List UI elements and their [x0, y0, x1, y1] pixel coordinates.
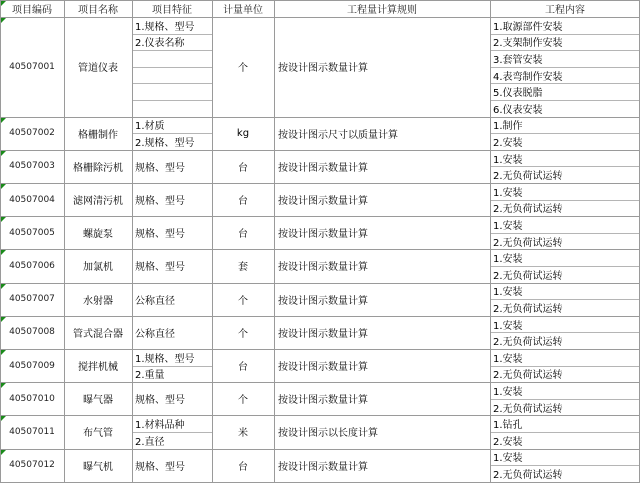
- feature-divider: [132, 432, 212, 433]
- row-content-item[interactable]: 2.无负荷试运转: [493, 171, 563, 183]
- row-content-item[interactable]: 1.安装: [493, 353, 523, 365]
- row-unit[interactable]: 台: [238, 229, 248, 241]
- row-name[interactable]: 管道仪表: [78, 63, 118, 75]
- row-rule[interactable]: 按设计图示尺寸以质量计算: [278, 129, 398, 141]
- row-feature[interactable]: 规格、型号: [135, 229, 185, 241]
- row-code[interactable]: 40507006: [9, 260, 55, 271]
- row-rule[interactable]: 按设计图示数量计算: [278, 395, 368, 407]
- error-indicator-icon: [1, 217, 6, 222]
- row-content-item[interactable]: 2.无负荷试运转: [493, 270, 563, 282]
- column-divider: [274, 0, 275, 483]
- row-content-item[interactable]: 2.支架制作安装: [493, 38, 563, 50]
- row-content-item[interactable]: 1.安装: [493, 154, 523, 166]
- row-content-item[interactable]: 2.无负荷试运转: [493, 370, 563, 382]
- row-rule[interactable]: 按设计图示以长度计算: [278, 428, 378, 440]
- row-name[interactable]: 曝气机: [83, 461, 113, 473]
- feature-divider: [132, 133, 212, 134]
- row-unit[interactable]: 个: [238, 328, 248, 340]
- row-feature-item[interactable]: [134, 67, 212, 84]
- row-unit[interactable]: 台: [238, 162, 248, 174]
- column-divider: [212, 0, 213, 483]
- row-unit[interactable]: 米: [238, 428, 248, 440]
- row-content-item[interactable]: 2.无负荷试运转: [493, 469, 563, 481]
- row-name[interactable]: 水射器: [83, 295, 113, 307]
- row-feature[interactable]: 规格、型号: [135, 395, 185, 407]
- content-divider: [490, 100, 640, 101]
- row-feature-item[interactable]: [134, 50, 212, 67]
- row-name[interactable]: 曝气器: [83, 395, 113, 407]
- row-feature[interactable]: 公称直径: [135, 295, 175, 307]
- row-feature-item[interactable]: 2.仪表名称: [135, 38, 185, 50]
- content-divider: [490, 266, 640, 267]
- header-rule[interactable]: 工程量计算规则: [274, 0, 490, 17]
- header-divider: [0, 17, 640, 18]
- row-rule[interactable]: 按设计图示数量计算: [278, 295, 368, 307]
- row-content-item[interactable]: 2.无负荷试运转: [493, 237, 563, 249]
- column-divider: [490, 0, 491, 483]
- row-content-item[interactable]: 1.安装: [493, 220, 523, 232]
- content-divider: [490, 67, 640, 68]
- row-code[interactable]: 40507001: [9, 61, 55, 72]
- row-code[interactable]: 40507010: [9, 393, 55, 404]
- row-code[interactable]: 40507007: [9, 294, 55, 305]
- row-unit[interactable]: 个: [238, 63, 248, 75]
- row-name[interactable]: 搅拌机械: [78, 362, 118, 374]
- row-content-item[interactable]: 2.无负荷试运转: [493, 337, 563, 349]
- row-content-item[interactable]: 1.安装: [493, 187, 523, 199]
- row-content-item[interactable]: 1.安装: [493, 254, 523, 266]
- header-unit[interactable]: 计量单位: [212, 0, 274, 17]
- row-unit[interactable]: 个: [238, 295, 248, 307]
- row-content-item[interactable]: 1.制作: [493, 121, 523, 133]
- header-code[interactable]: 项目编码: [0, 0, 64, 17]
- row-feature-item[interactable]: 1.材质: [135, 121, 165, 133]
- header-feature[interactable]: 项目特征: [132, 0, 212, 17]
- feature-divider: [132, 34, 212, 35]
- error-indicator-icon: [1, 450, 6, 455]
- row-name[interactable]: 格栅除污机: [73, 162, 123, 174]
- row-content-item[interactable]: 1.取源部件安装: [493, 21, 563, 33]
- error-indicator-icon: [1, 151, 6, 156]
- error-indicator-icon: [1, 383, 6, 388]
- row-feature[interactable]: 规格、型号: [135, 196, 185, 208]
- error-indicator-icon: [1, 284, 6, 289]
- row-code[interactable]: 40507005: [9, 227, 55, 238]
- row-unit[interactable]: 套: [238, 262, 248, 274]
- row-code[interactable]: 40507011: [9, 426, 55, 437]
- row-feature-item[interactable]: 2.重量: [135, 370, 165, 382]
- row-code[interactable]: 40507004: [9, 194, 55, 205]
- row-feature-item[interactable]: 2.规格、型号: [135, 137, 195, 149]
- feature-divider: [132, 67, 212, 68]
- column-divider: [0, 0, 1, 483]
- row-unit[interactable]: kg: [236, 127, 250, 139]
- error-indicator-icon: [1, 416, 6, 421]
- error-indicator-icon: [1, 118, 6, 123]
- header-content[interactable]: 工程内容: [490, 0, 640, 17]
- row-rule[interactable]: 按设计图示数量计算: [278, 63, 368, 75]
- feature-divider: [132, 83, 212, 84]
- row-feature-item[interactable]: 1.规格、型号: [135, 353, 195, 365]
- row-feature-item[interactable]: [134, 83, 212, 100]
- header-name[interactable]: 项目名称: [64, 0, 132, 17]
- error-indicator-icon: [1, 317, 6, 322]
- top-border: [0, 0, 640, 1]
- row-feature-item[interactable]: 2.直径: [135, 436, 165, 448]
- row-feature-item[interactable]: 1.材料品种: [135, 420, 185, 432]
- row-content-item[interactable]: 2.安装: [493, 137, 523, 149]
- row-code[interactable]: 40507002: [9, 128, 55, 139]
- row-unit[interactable]: 台: [238, 196, 248, 208]
- row-content-item[interactable]: 1.安装: [493, 287, 523, 299]
- row-content-item[interactable]: 3.套管安装: [493, 54, 543, 66]
- row-feature-item[interactable]: [134, 100, 212, 117]
- row-feature-item[interactable]: 1.规格、型号: [135, 21, 195, 33]
- row-content-item[interactable]: 6.仪表安装: [493, 104, 543, 116]
- row-unit[interactable]: 台: [238, 362, 248, 374]
- content-divider: [490, 34, 640, 35]
- row-code[interactable]: 40507003: [9, 161, 55, 172]
- feature-divider: [132, 100, 212, 101]
- row-content-item[interactable]: 1.钻孔: [493, 420, 523, 432]
- column-divider: [132, 0, 133, 483]
- row-feature[interactable]: 规格、型号: [135, 262, 185, 274]
- row-rule[interactable]: 按设计图示数量计算: [278, 229, 368, 241]
- content-divider: [490, 366, 640, 367]
- row-name[interactable]: 螺旋泵: [83, 229, 113, 241]
- row-name[interactable]: 格栅制作: [78, 129, 118, 141]
- content-divider: [490, 83, 640, 84]
- row-code[interactable]: 40507008: [9, 327, 55, 338]
- row-content-item[interactable]: 2.安装: [493, 436, 523, 448]
- row-rule[interactable]: 按设计图示数量计算: [278, 196, 368, 208]
- row-rule[interactable]: 按设计图示数量计算: [278, 461, 368, 473]
- row-name[interactable]: 滤网清污机: [73, 196, 123, 208]
- row-feature[interactable]: 公称直径: [135, 328, 175, 340]
- content-divider: [490, 233, 640, 234]
- content-divider: [490, 399, 640, 400]
- content-divider: [490, 200, 640, 201]
- error-indicator-icon: [1, 250, 6, 255]
- row-name[interactable]: 布气管: [83, 428, 113, 440]
- row-unit[interactable]: 个: [238, 395, 248, 407]
- content-divider: [490, 299, 640, 300]
- feature-divider: [132, 50, 212, 51]
- content-divider: [490, 332, 640, 333]
- row-rule[interactable]: 按设计图示数量计算: [278, 262, 368, 274]
- feature-divider: [132, 366, 212, 367]
- row-rule[interactable]: 按设计图示数量计算: [278, 362, 368, 374]
- row-content-item[interactable]: 2.无负荷试运转: [493, 403, 563, 415]
- error-indicator-icon: [1, 184, 6, 189]
- row-feature[interactable]: 规格、型号: [135, 461, 185, 473]
- row-code[interactable]: 40507009: [9, 360, 55, 371]
- row-content-item[interactable]: 2.无负荷试运转: [493, 303, 563, 315]
- row-content-item[interactable]: 1.安装: [493, 386, 523, 398]
- row-content-item[interactable]: 4.表弯制作安装: [493, 71, 563, 83]
- row-feature[interactable]: 规格、型号: [135, 162, 185, 174]
- row-content-item[interactable]: 5.仪表脱脂: [493, 88, 543, 100]
- content-divider: [490, 432, 640, 433]
- column-divider: [64, 0, 65, 483]
- row-code[interactable]: 40507012: [9, 460, 55, 471]
- content-divider: [490, 133, 640, 134]
- row-name[interactable]: 加氯机: [83, 262, 113, 274]
- row-unit[interactable]: 台: [238, 461, 248, 473]
- row-content-item[interactable]: 1.安装: [493, 320, 523, 332]
- row-name[interactable]: 管式混合器: [73, 328, 123, 340]
- content-divider: [490, 50, 640, 51]
- content-divider: [490, 465, 640, 466]
- row-content-item[interactable]: 1.安装: [493, 453, 523, 465]
- row-rule[interactable]: 按设计图示数量计算: [278, 162, 368, 174]
- row-rule[interactable]: 按设计图示数量计算: [278, 328, 368, 340]
- error-indicator-icon: [1, 1, 6, 6]
- content-divider: [490, 166, 640, 167]
- error-indicator-icon: [1, 18, 6, 23]
- row-content-item[interactable]: 2.无负荷试运转: [493, 204, 563, 216]
- error-indicator-icon: [1, 350, 6, 355]
